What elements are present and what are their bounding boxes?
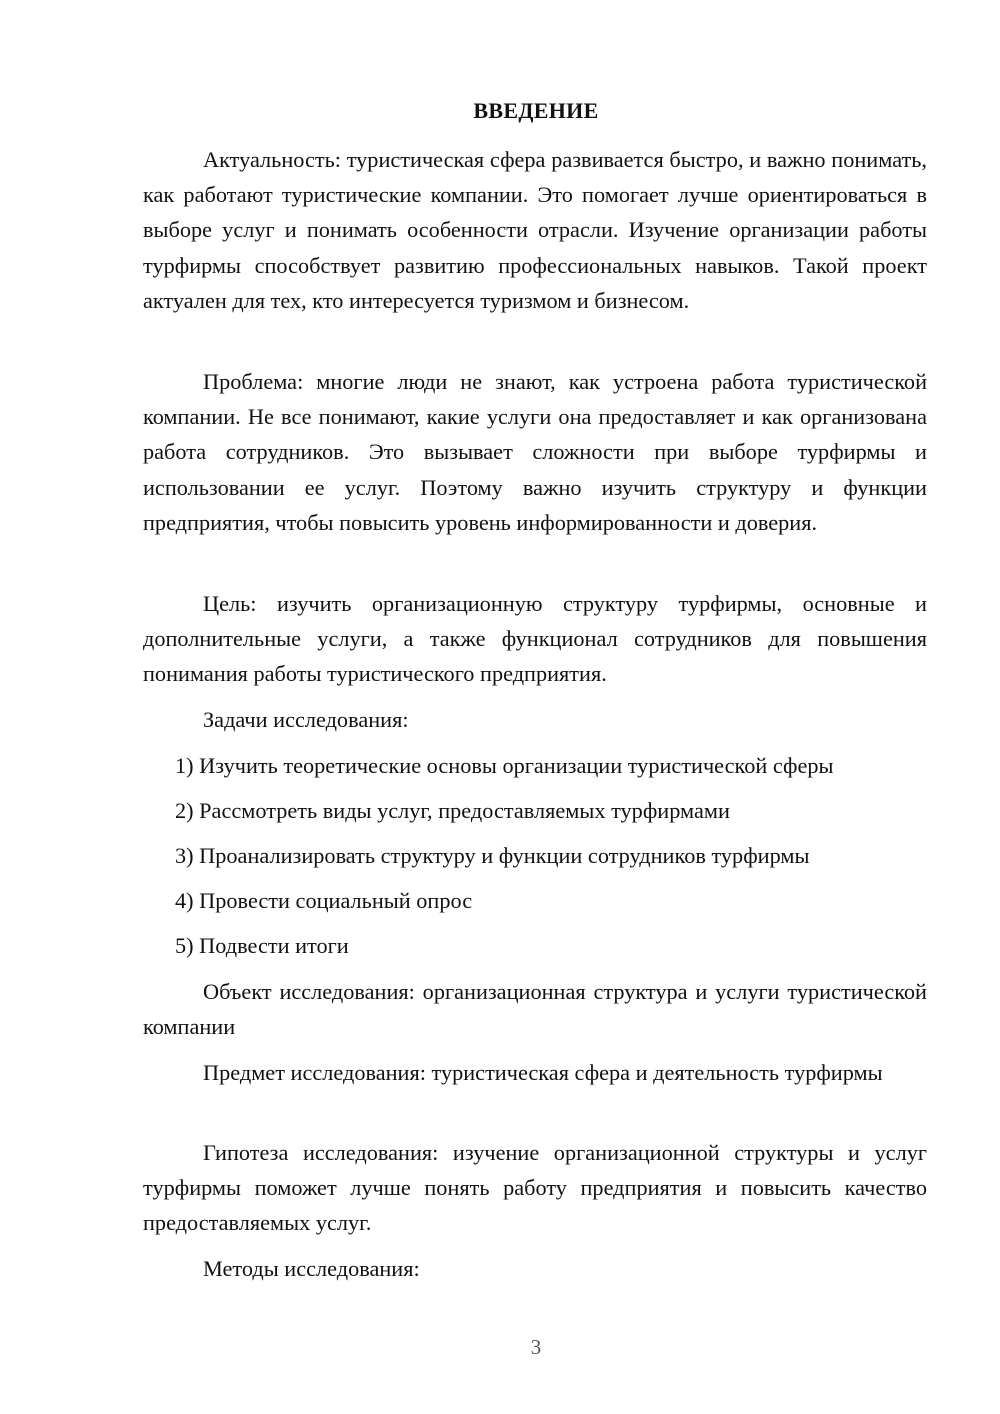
paragraph-goal: Цель: изучить организационную структуру турфирмы, основные и дополнительные услуги, а также функционал сотрудников для повышения понимания работы туристического предприятия.: [143, 591, 927, 687]
paragraph-object: Объект исследования: организационная структура и услуги туристической компании: [143, 979, 927, 1040]
methods-intro: Методы исследования:: [203, 1256, 420, 1281]
section-heading: ВВЕДЕНИЕ: [473, 98, 599, 123]
paragraph-hypothesis: Гипотеза исследования: изучение организационной структуры и услуг турфирмы поможет лучше понять работу предприятия и повысить качество предоставляемых услуг.: [143, 1140, 927, 1236]
task-item: 5) Подвести итоги: [175, 933, 349, 958]
paragraph-problem: Проблема: многие люди не знают, как устроена работа туристической компании. Не все понимают, какие услуги она предоставляет и как организована работа сотрудников. Это вызывает сложности при выборе турфирмы и использовании ее услуг. Поэтому важно изучить структуру и функции предприятия, чтобы повысить уровень информированности и доверия.: [143, 369, 927, 535]
task-item: 4) Провести социальный опрос: [175, 888, 473, 913]
task-item: 1) Изучить теоретические основы организации туристической сферы: [175, 753, 834, 778]
paragraph-relevance: Актуальность: туристическая сфера развивается быстро, и важно понимать, как работают туристические компании. Это помогает лучше ориентироваться в выборе услуг и понимать особенности отрасли. Изучение организации работы турфирмы способствует развитию профессиональных навыков. Такой проект актуален для тех, кто интересуется туризмом и бизнесом.: [143, 147, 927, 313]
page-number: 3: [530, 1335, 542, 1359]
task-item: 3) Проанализировать структуру и функции сотрудников турфирмы: [175, 843, 810, 868]
task-item: 2) Рассмотреть виды услуг, предоставляемых турфирмами: [175, 798, 730, 823]
paragraph-subject: Предмет исследования: туристическая сфера и деятельность турфирмы: [203, 1060, 883, 1085]
tasks-intro: Задачи исследования:: [203, 707, 409, 732]
